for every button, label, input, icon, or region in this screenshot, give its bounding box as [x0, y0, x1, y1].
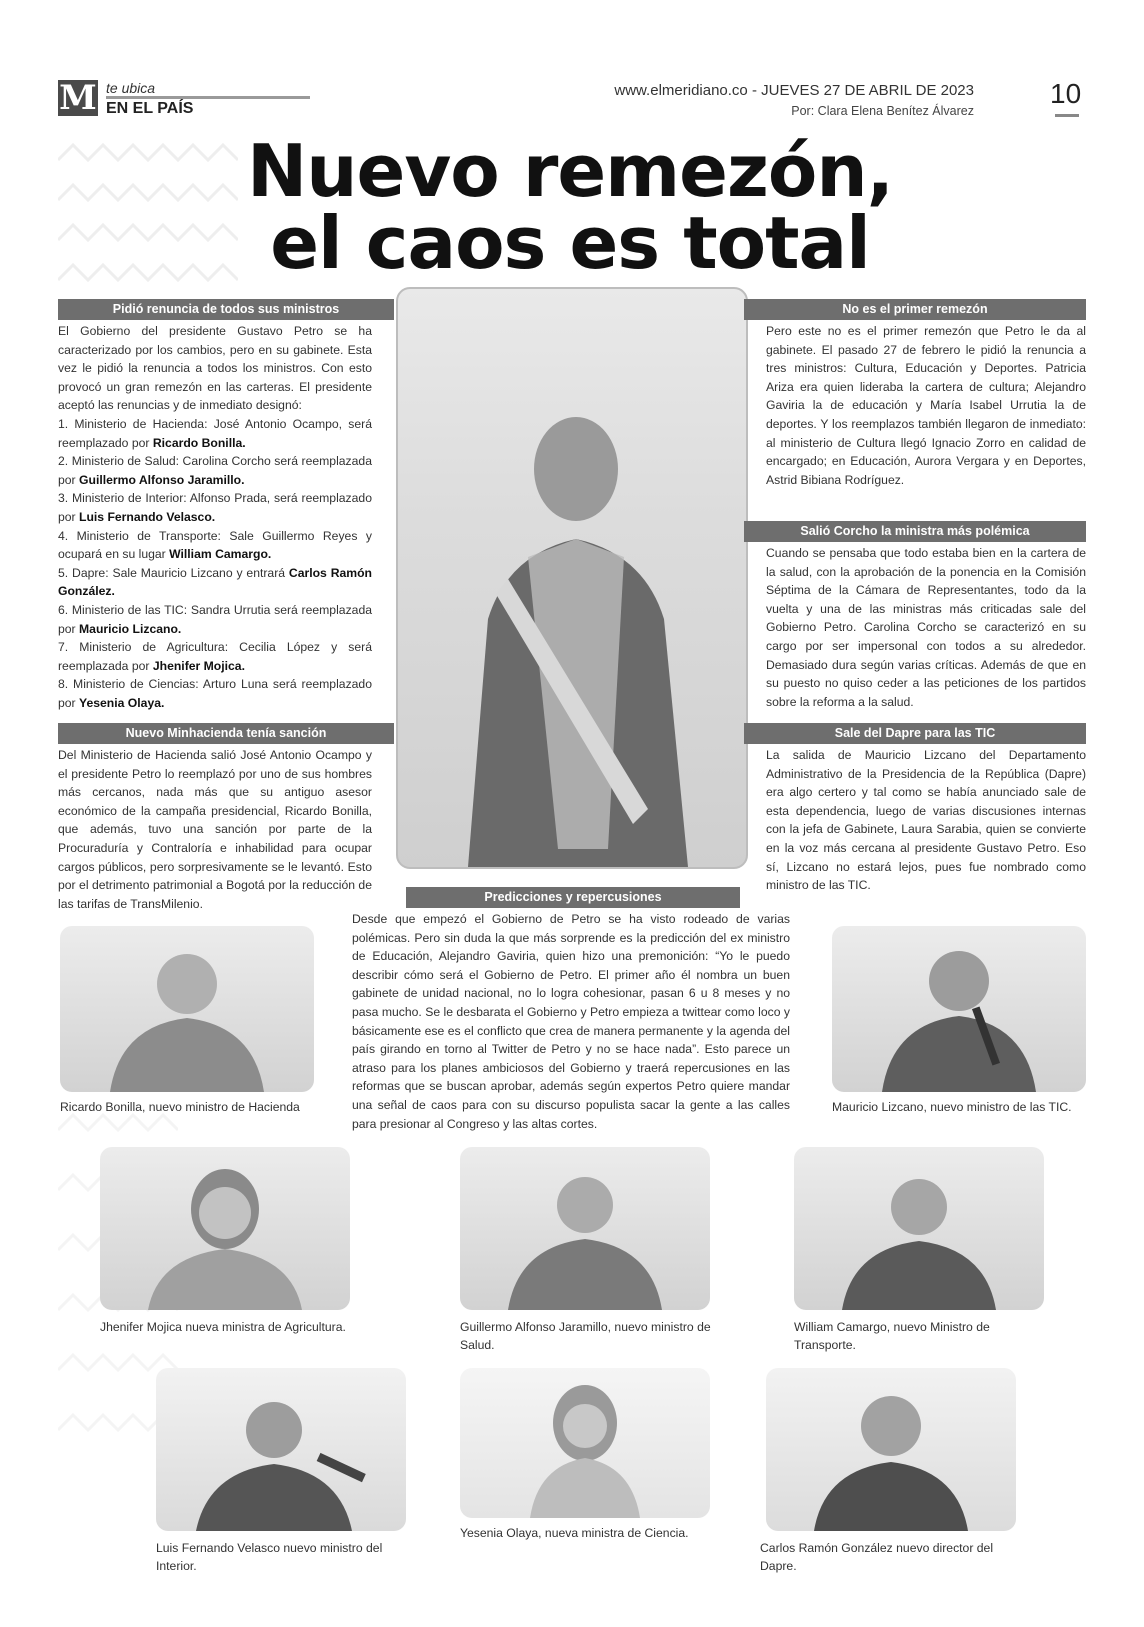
photo-camargo	[794, 1147, 1044, 1310]
caption-jaramillo: Guillermo Alfonso Jaramillo, nuevo ministro de Salud.	[460, 1320, 711, 1352]
person-icon	[60, 926, 314, 1092]
article-dapre	[766, 746, 1086, 895]
main-photo-petro	[396, 287, 748, 869]
photo-olaya	[460, 1368, 710, 1518]
caption-velasco: Luis Fernando Velasco nuevo ministro del Interior.	[156, 1541, 383, 1573]
section-bar-renuncia: Pidió renuncia de todos sus ministros	[58, 299, 394, 320]
photo-bonilla	[60, 926, 314, 1092]
section-rule	[106, 96, 310, 99]
list-item: 5. Dapre: Sale Mauricio Lizcano y entrará Carlos Ramón González.	[58, 565, 372, 599]
list-item: 7. Ministerio de Agricultura: Cecilia López y será reemplazada por Jhenifer Mojica.	[58, 640, 372, 673]
caption-lizcano: Mauricio Lizcano, nuevo ministro de las TIC.	[832, 1100, 1072, 1114]
section-name: EN EL PAÍS	[106, 100, 194, 117]
president-figure-icon	[398, 289, 746, 867]
list-item: 4. Ministerio de Transporte: Sale Guillermo Reyes y ocupará en su lugar William Camargo.	[58, 528, 372, 562]
photo-velasco	[156, 1368, 406, 1531]
primer-body: Pero este no es el primer remezón que Petro le da al gabinete. El pasado 27 de febrero le pidió la renuncia a tres ministros: Cultura, Educación y Deportes. Patricia Ariza era quien lideraba la cartera de cultura; Alejandro Gaviria la de educación y María Isabel Urrutia la de deportes. Y los reemplazos también llegaron de inmediato: al ministerio de Cultura llegó Ignacio Zorro en calidad de encargado; en Educación, Aurora Vergara y en Deportes, Astrid Bibiana Rodríguez.	[766, 324, 1086, 487]
article-renuncia	[58, 322, 372, 712]
caption-olaya: Yesenia Olaya, nueva ministra de Ciencia.	[460, 1526, 689, 1540]
photo-mojica	[100, 1147, 350, 1310]
list-item: 8. Ministerio de Ciencias: Arturo Luna será reemplazado por Yesenia Olaya.	[58, 677, 372, 710]
newspaper-logo: M	[59, 78, 97, 118]
caption-mojica: Jhenifer Mojica nueva ministra de Agricultura.	[100, 1320, 346, 1334]
photo-lizcano	[832, 926, 1086, 1092]
person-icon	[460, 1147, 710, 1310]
article-corcho	[766, 544, 1086, 711]
list-item: 1. Ministerio de Hacienda: José Antonio Ocampo, será reemplazado por Ricardo Bonilla.	[58, 416, 372, 450]
page-number-rule	[1055, 114, 1079, 117]
person-icon	[766, 1368, 1016, 1531]
person-icon	[100, 1147, 350, 1310]
caption-bonilla: Ricardo Bonilla, nuevo ministro de Hacienda	[60, 1100, 300, 1114]
page-number: 10	[1050, 78, 1082, 109]
section-bar-predicciones: Predicciones y repercusiones	[406, 887, 740, 908]
photo-gonzalez	[766, 1368, 1016, 1531]
article-predicciones	[352, 910, 790, 1133]
caption-camargo: William Camargo, nuevo Ministro de Transporte.	[794, 1320, 990, 1352]
list-item: 2. Ministerio de Salud: Carolina Corcho será reemplazada por Guillermo Alfonso Jaramillo.	[58, 454, 372, 487]
article-minhacienda	[58, 746, 372, 913]
caption-gonzalez: Carlos Ramón González nuevo director del Dapre.	[760, 1541, 994, 1573]
renuncia-intro: El Gobierno del presidente Gustavo Petro se ha caracterizado por los cambios, pero en su gabinete. Esta vez le pidió la renuncia a todos los ministros. Con esto provocó un gran remezón en las carteras. El presidente aceptó las renuncias y de inmediato designó:	[58, 324, 372, 413]
section-kicker: te ubica	[106, 80, 156, 96]
predicciones-body: Desde que empezó el Gobierno de Petro se ha visto rodeado de varias polémicas. Pero sin duda la que más sorprende es la predicción del ex ministro de Educación, Alejandro Gaviria, quien hizo una premonición: “Yo le puedo describir cómo será el Gobierno de Petro. El primer año él nombra un buen gabinete de unidad nacional, no lo logra cohesionar, pasan 6 u 8 meses y no pasa mucho. Se le desbarata el Gobierno y Petro empieza a twittear como loco y básicamente ese es el conflicto que crea de manera permanente y la agenda del país girando en torno al Twitter de Petro y no se hace nada”. Esto parece un atraso para los planes ambiciosos del Gobierno y traerá repercusiones en las reformas que se buscan aprobar, además según expertos Petro quiere mandar una señal de caos para con su discurso populista sacar la gente a las calles para presionar al Congreso y las altas cortes.	[352, 912, 790, 1131]
dapre-body: La salida de Mauricio Lizcano del Departamento Administrativo de la Presidencia de la República (Dapre) era algo certero y tal como se había anunciado sale de esta dependencia, luego de varias discusiones internas con la jefa de Gabinete, Laura Sarabia, quien se convierte en la voz más cercana al presidente Gustavo Petro. Eso sí, Lizcano no estará lejos, pues fue nombrado como ministro de las TIC.	[766, 748, 1086, 893]
page-headline	[150, 129, 990, 285]
list-item: 6. Ministerio de las TIC: Sandra Urrutia será reemplazada por Mauricio Lizcano.	[58, 602, 372, 636]
article-primer	[766, 322, 1086, 489]
list-item: 3. Ministerio de Interior: Alfonso Prada, será reemplazado por Luis Fernando Velasco.	[58, 491, 372, 524]
person-with-microphone-icon	[832, 926, 1086, 1092]
section-bar-minhacienda: Nuevo Minhacienda tenía sanción	[58, 723, 394, 744]
headline-line-1: Nuevo remezón,	[247, 129, 893, 213]
photo-jaramillo	[460, 1147, 710, 1310]
person-with-microphone-icon	[156, 1368, 406, 1531]
section-bar-primer: No es el primer remezón	[744, 299, 1086, 320]
author-byline: Por: Clara Elena Benítez Álvarez	[791, 104, 974, 118]
minhacienda-body: Del Ministerio de Hacienda salió José Antonio Ocampo y el presidente Petro lo reemplazó por uno de sus hombres más cercanos, nada más que su antiguo asesor económico de la campaña presidencial, Ricardo Bonilla, que además, tuvo una sanción por parte de la Procuraduría y Contraloría e inhabilidad para ocupar cargos públicos, pero sorpresivamente se le levantó. Esto por el detrimento patrimonial a Bogotá por la reducción de las tarifas de TransMilenio.	[58, 748, 372, 911]
section-bar-corcho: Salió Corcho la ministra más polémica	[744, 521, 1086, 542]
person-icon	[460, 1368, 710, 1518]
corcho-body: Cuando se pensaba que todo estaba bien en la cartera de la salud, con la aprobación de la ponencia en la Comisión Séptima de la Cámara de Representantes, todo da la vuelta y una de las ministras más criticadas sale del Gobierno Petro. Carolina Corcho se caracterizó en su cargo por ser impersonal con todos a su alrededor. Demasiado dura según varias críticas. Además de que en su puesto no quiso ceder a las peticiones de los partidos sobre la reforma a la salud.	[766, 546, 1086, 709]
person-icon	[794, 1147, 1044, 1310]
headline-line-2: el caos es total	[270, 201, 870, 285]
site-date-line: www.elmeridiano.co - JUEVES 27 DE ABRIL DE 2023	[614, 82, 974, 99]
section-bar-dapre: Sale del Dapre para las TIC	[744, 723, 1086, 744]
